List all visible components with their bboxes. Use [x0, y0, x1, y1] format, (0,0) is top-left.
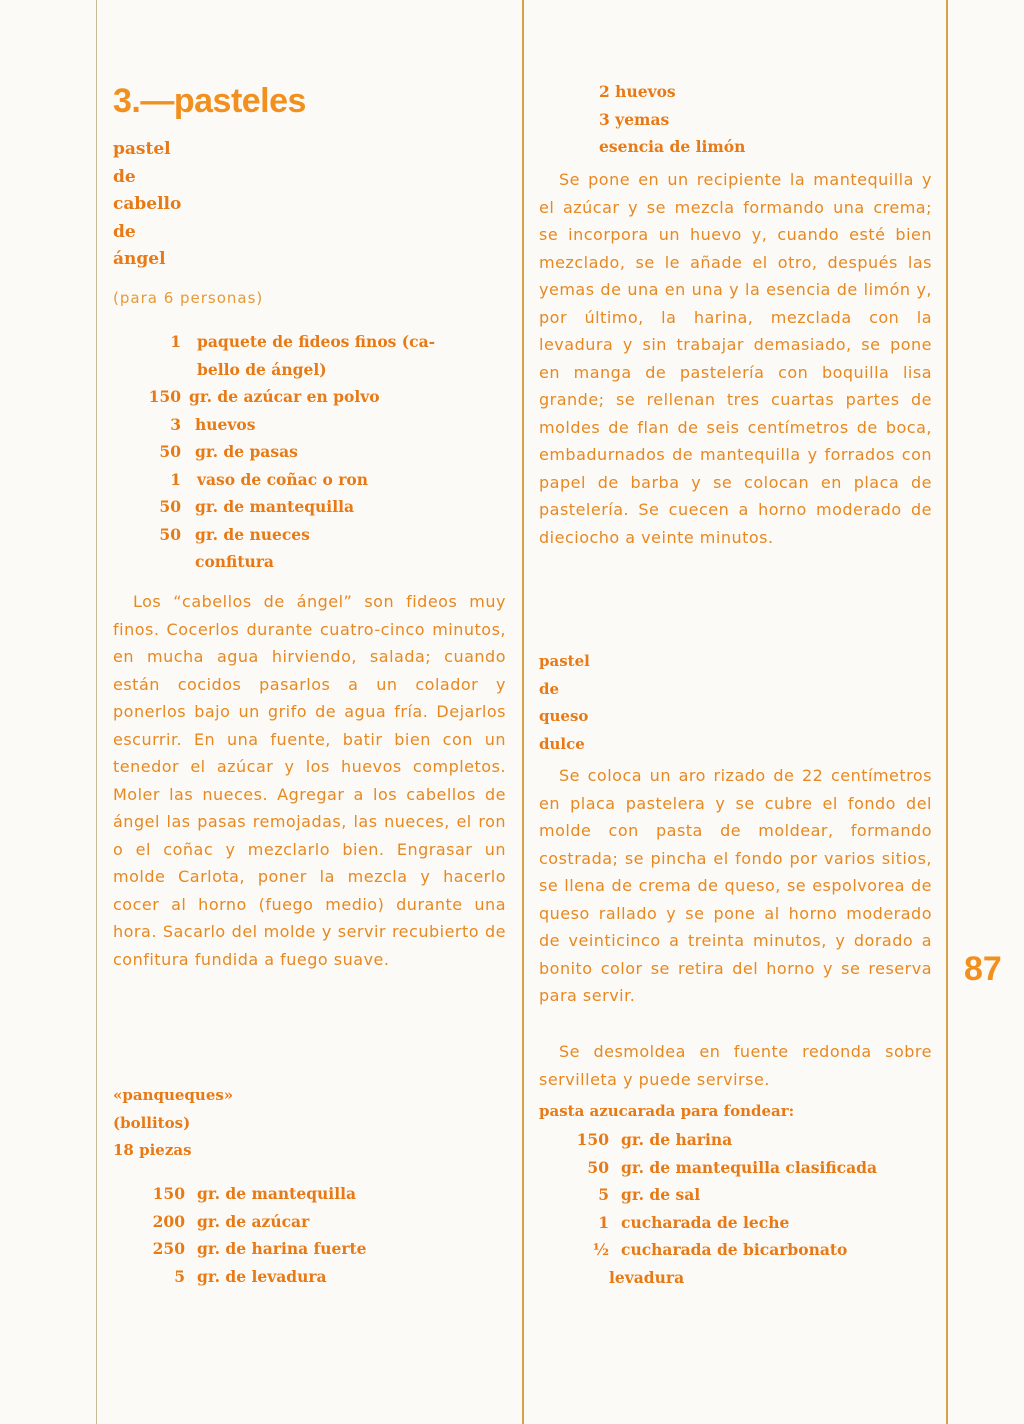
ingredient-text: gr. de levadura — [197, 1266, 327, 1286]
title-line: dulce — [539, 734, 585, 753]
ingredient-row — [569, 1181, 939, 1209]
ingredient-text: paquete de fideos finos (ca- — [197, 332, 436, 351]
ingredient-line: esencia de limón — [599, 137, 746, 156]
ingredient-text: gr. de harina fuerte — [197, 1239, 367, 1258]
ingredient-row — [133, 383, 511, 411]
ingredient-qty: 150 — [152, 1184, 185, 1203]
ingredient-row — [133, 521, 511, 549]
ingredient-row — [569, 1209, 939, 1237]
ingredient-text: levadura — [609, 1267, 685, 1287]
left-margin-rule — [96, 0, 97, 1424]
ingredient-row — [133, 1208, 511, 1236]
ingredient-qty: 5 — [598, 1185, 609, 1204]
ingredient-qty — [133, 356, 181, 384]
title-line: ángel — [113, 249, 166, 269]
ingredient-qty: 250 — [152, 1239, 185, 1258]
right-margin-rule — [946, 0, 948, 1424]
ingredient-text: gr. de azúcar en polvo — [189, 387, 380, 406]
ingredient-text: gr. de nueces — [195, 524, 310, 544]
method-paragraph: Los “cabellos de ángel” son fideos muy finos. Cocerlos durante cuatro-cinco minutos, en mucha agua hirviendo, salada; cuando están cocidos pasarlos a un colador y ponerlos bajo un grifo de agua fría. Dejarlos escurrir. En una fuente, batir bien con un tenedor el azúcar y los huevos completos. Moler las nueces. Agregar a los cabellos de ángel las pasas remojadas, las nueces, el ron o el coñac y mezclarlo bien. Engrasar un molde Carlota, poner la mezcla y hacerlo cocer al horno (fuego medio) durante una hora. Sacarlo del molde y servir recubierto de confitura fundida a fuego suave. — [113, 592, 506, 969]
ingredient-row — [569, 1154, 939, 1182]
ingredient-row — [569, 1264, 939, 1292]
title-line: 18 piezas — [113, 1141, 192, 1159]
page-number: 87 — [964, 950, 1002, 988]
ingredient-row — [569, 1236, 939, 1264]
recipe-title-panqueques — [113, 1082, 233, 1165]
ingredient-row — [133, 1180, 511, 1208]
ingredient-text: confitura — [195, 552, 274, 571]
ingredient-row — [133, 548, 511, 576]
ingredient-text: gr. de mantequilla — [195, 497, 355, 516]
ingredient-text: gr. de sal — [621, 1185, 701, 1204]
title-line: pastel — [113, 139, 171, 159]
ingredient-line: 2 huevos — [599, 82, 676, 101]
title-line: pastel — [539, 652, 590, 670]
ingredient-qty: 50 — [159, 442, 181, 461]
ingredient-text: huevos — [195, 414, 256, 434]
ingredient-row — [133, 411, 511, 439]
section-title: 3.—pasteles — [113, 82, 306, 120]
column-divider — [522, 0, 524, 1424]
ingredient-row — [133, 493, 511, 521]
ingredient-qty: 200 — [152, 1211, 185, 1231]
ingredient-qty: 1 — [170, 332, 181, 351]
title-line: de — [113, 221, 136, 242]
method-paragraph: Se pone en un recipiente la mantequilla y el azúcar y se mezcla formando una crema; se incorpora un huevo y, cuando esté bien mezclado, se le añade el otro, después las yemas de una en una y la esencia de limón y, por último, la harina, mezclada con la levadura y sin trabajar demasiado, se pone en manga de pastelería con boquilla lisa grande; se rellenan tres cuartas partes de moldes de flan de seis centímetros de boca, embadurnados de mantequilla y forrados con papel de barba y se colocan en placa de pastelería. Se cuecen a horno moderado de dieciocho a veinte minutos. — [539, 170, 932, 547]
ingredient-text: cucharada de leche — [621, 1212, 790, 1232]
continued-ingredients — [599, 78, 934, 161]
ingredient-row — [133, 356, 511, 384]
title-line: de — [113, 166, 136, 187]
recipe-title-pastel-cabello — [113, 136, 181, 274]
ingredient-qty: 3 — [170, 414, 181, 434]
method-paragraph: Se coloca un aro rizado de 22 centímetros en placa pastelera y se cubre el fondo del molde con pasta de moldear, formando costrada; se pincha el fondo por varios sitios, se llena de crema de queso, se espolvorea de queso rallado y se pone al horno moderado de veinticinco a treinta minutos, y dorado a bonito color se retira del horno y se reserva para servir. — [539, 766, 932, 1005]
ingredient-list — [133, 1180, 511, 1290]
ingredient-line: 3 yemas — [599, 109, 670, 129]
ingredient-list — [569, 1126, 939, 1291]
ingredient-text: bello de ángel) — [197, 359, 327, 379]
ingredient-qty: 50 — [587, 1157, 609, 1177]
ingredient-row — [133, 1263, 511, 1291]
ingredient-qty: 150 — [576, 1130, 609, 1149]
method-paragraph: Se desmoldea en fuente redonda sobre servilleta y puede servirse. — [539, 1042, 932, 1089]
subrecipe-title: pasta azucarada para fondear: — [539, 1102, 795, 1120]
ingredient-qty — [569, 1264, 609, 1292]
ingredient-qty: 5 — [174, 1266, 185, 1286]
ingredient-text: gr. de harina — [621, 1130, 733, 1149]
ingredient-row — [133, 1235, 511, 1263]
title-line: «panqueques» — [113, 1086, 234, 1104]
ingredient-text: vaso de coñac o ron — [197, 469, 369, 489]
title-line: queso — [539, 707, 589, 725]
title-line: (bollitos) — [113, 1113, 191, 1132]
ingredient-qty: 50 — [159, 524, 181, 544]
ingredient-text: cucharada de bicarbonato — [621, 1240, 848, 1259]
title-line: de — [539, 679, 560, 698]
ingredient-qty: ½ — [592, 1240, 609, 1259]
ingredient-qty: 1 — [170, 469, 181, 489]
ingredient-row — [133, 466, 511, 494]
ingredient-text: gr. de mantequilla — [197, 1184, 357, 1203]
ingredient-qty: 50 — [159, 497, 181, 516]
ingredient-qty: 1 — [598, 1212, 609, 1232]
ingredient-text: gr. de mantequilla clasificada — [621, 1157, 878, 1177]
ingredient-text: gr. de azúcar — [197, 1211, 310, 1231]
recipe-title-pastel-queso — [539, 648, 590, 758]
ingredient-list — [133, 328, 511, 576]
ingredient-qty — [133, 548, 181, 576]
ingredient-qty: 150 — [148, 387, 181, 406]
title-line: cabello — [113, 194, 182, 214]
ingredient-row — [133, 438, 511, 466]
ingredient-text: gr. de pasas — [195, 442, 298, 461]
ingredient-row — [569, 1126, 939, 1154]
servings: (para 6 personas) — [113, 289, 264, 307]
ingredient-row — [133, 328, 511, 356]
